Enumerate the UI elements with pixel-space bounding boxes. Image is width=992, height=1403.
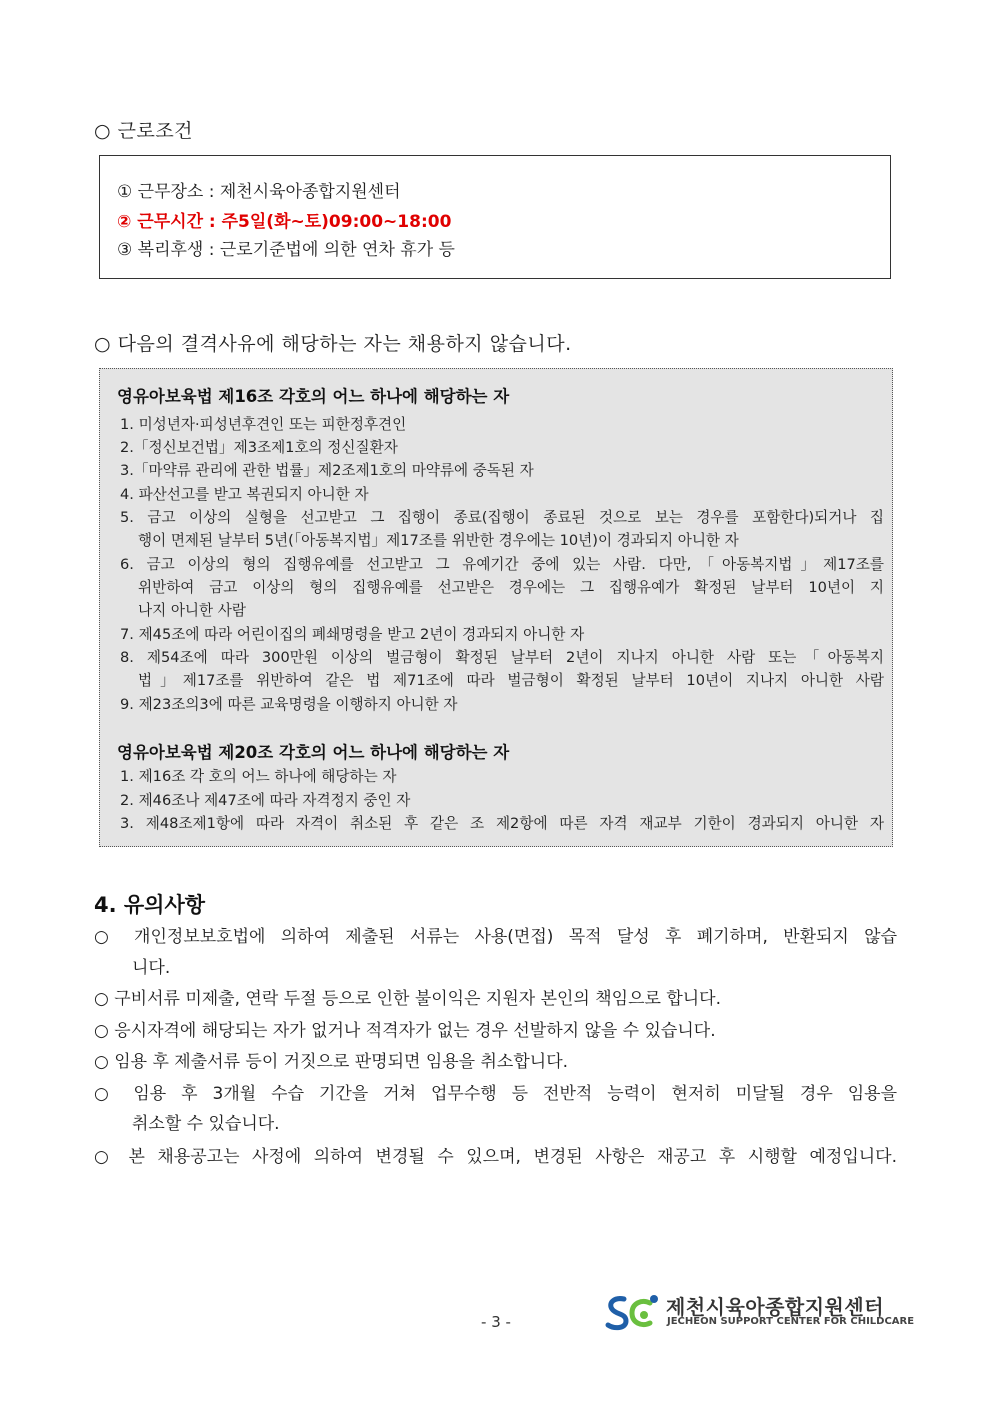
article16-line: 5. 금고 이상의 실형을 선고받고 그 집행이 종료(집행이 종료된 것으로 보는 경우를 포함한다)되거나 집 xyxy=(120,509,884,526)
article16-line: 행이 면제된 날부터 5년(「아동복지법」제17조를 위반한 경우에는 10년)이 경과되지 아니한 자 xyxy=(138,532,739,549)
note-line: ○ 개인정보보호법에 의하여 제출된 서류는 사용(면접) 목적 달성 후 폐기하며, 반환되지 않습 xyxy=(94,927,897,947)
article20-title: 영유아보육법 제20조 각호의 어느 하나에 해당하는 자 xyxy=(117,743,510,762)
article16-line: 6. 금고 이상의 형의 집행유예를 선고받고 그 유예기간 중에 있는 사람. 다만,「아동복지법」제17조를 xyxy=(120,556,884,573)
notes-heading: 4. 유의사항 xyxy=(94,893,206,917)
article16-line: 4. 파산선고를 받고 복권되지 아니한 자 xyxy=(120,486,369,503)
article16-line: 3.「마약류 관리에 관한 법률」제2조제1호의 마약류에 중독된 자 xyxy=(120,462,534,479)
note-line: 니다. xyxy=(132,958,171,978)
note-line: ○ 본 채용공고는 사정에 의하여 변경될 수 있으며, 변경된 사항은 재공고 후 시행할 예정입니다. xyxy=(94,1147,897,1167)
article16-line: 8. 제54조에 따라 300만원 이상의 벌금형이 확정된 날부터 2년이 지나지 아니한 사람 또는「아동복지 xyxy=(120,649,884,666)
article16-line: 법」제17조를 위반하여 같은 법 제71조에 따라 벌금형이 확정된 날부터 10년이 지나지 아니한 사람 xyxy=(138,672,884,689)
article16-line: 위반하여 금고 이상의 형의 집행유예를 선고받은 경우에는 그 집행유예가 확정된 날부터 10년이 지 xyxy=(138,579,884,596)
center-logo xyxy=(604,1291,915,1337)
work-place-item: ① 근무장소 : 제천시육아종합지원센터 xyxy=(117,182,401,202)
work-hours-item: ② 근무시간 : 주5일(화~토)09:00~18:00 xyxy=(117,212,452,232)
note-line: ○ 임용 후 3개월 수습 기간을 거쳐 업무수행 등 전반적 능력이 현저히 미달될 경우 임용을 xyxy=(94,1084,897,1104)
note-line: 취소할 수 있습니다. xyxy=(132,1114,280,1134)
note-line: ○ 응시자격에 해당되는 자가 없거나 적격자가 없는 경우 선발하지 않을 수 있습니다. xyxy=(94,1021,716,1041)
note-line: ○ 임용 후 제출서류 등이 거짓으로 판명되면 임용을 취소합니다. xyxy=(94,1052,569,1072)
working-conditions-heading: ○ 근로조건 xyxy=(94,120,194,142)
article20-line: 1. 제16조 각 호의 어느 하나에 해당하는 자 xyxy=(120,768,397,785)
center-logo-icon xyxy=(604,1291,664,1333)
article20-line: 2. 제46조나 제47조에 따라 자격정지 중인 자 xyxy=(120,792,411,809)
article16-line: 1. 미성년자·피성년후견인 또는 피한정후견인 xyxy=(120,416,407,433)
page-number: - 3 - xyxy=(481,1313,511,1331)
article16-line: 나지 아니한 사람 xyxy=(138,602,246,619)
note-line: ○ 구비서류 미제출, 연락 두절 등으로 인한 불이익은 지원자 본인의 책임으로 합니다. xyxy=(94,989,722,1009)
article16-title: 영유아보육법 제16조 각호의 어느 하나에 해당하는 자 xyxy=(117,387,510,406)
working-conditions-box xyxy=(99,155,891,279)
center-logo-subtitle: JECHEON SUPPORT CENTER FOR CHILDCARE xyxy=(667,1316,915,1327)
disqualification-box xyxy=(99,368,893,847)
article16-line: 9. 제23조의3에 따른 교육명령을 이행하지 아니한 자 xyxy=(120,696,458,713)
article20-line: 3. 제48조제1항에 따라 자격이 취소된 후 같은 조 제2항에 따른 자격 재교부 기한이 경과되지 아니한 자 xyxy=(120,815,884,832)
benefits-item: ③ 복리후생 : 근로기준법에 의한 연차 휴가 등 xyxy=(117,240,455,260)
article16-line: 7. 제45조에 따라 어린이집의 폐쇄명령을 받고 2년이 경과되지 아니한 자 xyxy=(120,626,585,643)
article16-line: 2.「정신보건법」제3조제1호의 정신질환자 xyxy=(120,439,398,456)
disqualification-heading: ○ 다음의 결격사유에 해당하는 자는 채용하지 않습니다. xyxy=(94,333,572,355)
center-logo-name: 제천시육아종합지원센터 xyxy=(666,1295,885,1319)
